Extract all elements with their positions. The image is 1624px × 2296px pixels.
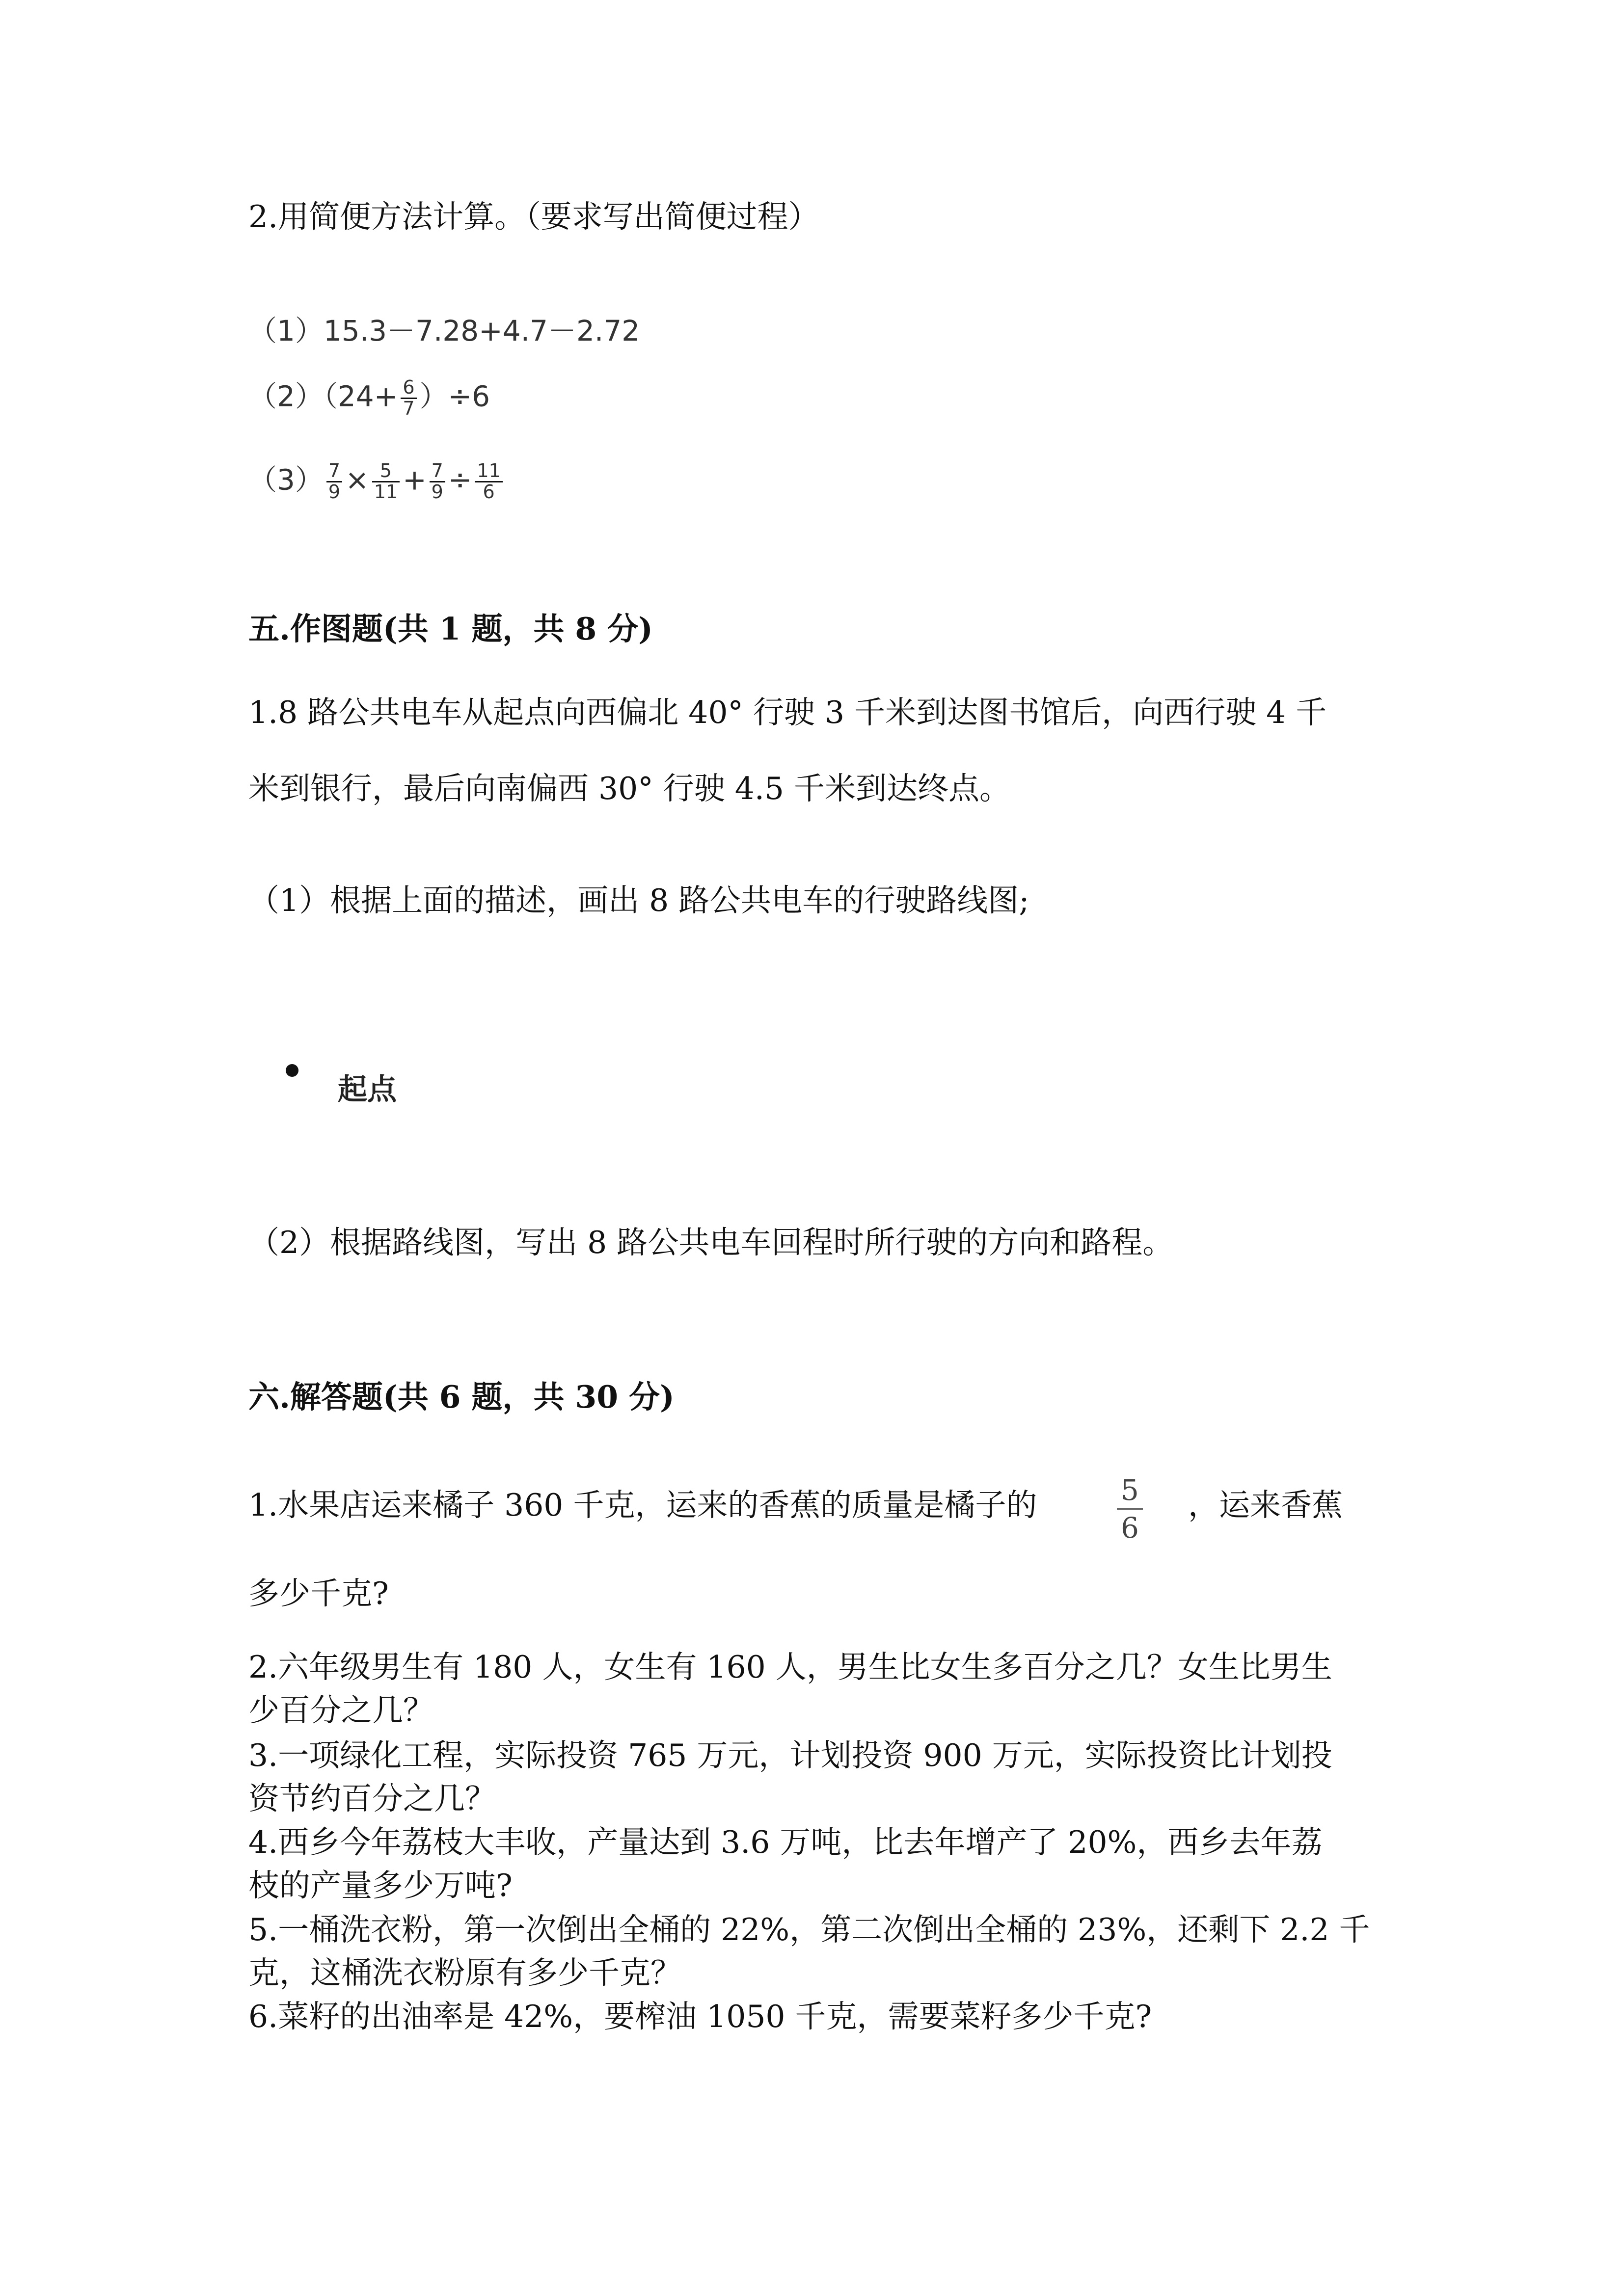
start-point-dot: [286, 1064, 298, 1077]
section-6-heading: 六.解答题(共 6 题，共 30 分): [248, 1379, 675, 1415]
fraction: $\frac{7}{9}$: [326, 461, 342, 502]
section-6-q1-part-a: 1.水果店运来橘子 360 千克，运来的香蕉的质量是橘子的: [248, 1487, 1037, 1523]
section-6-q1-part-c: 多少千克?: [248, 1575, 389, 1611]
start-point-label: 起点: [338, 1072, 397, 1107]
section-6-q4-line2: 枝的产量多少万吨?: [248, 1868, 513, 1903]
section-6-q2-line2: 少百分之几？: [248, 1692, 434, 1728]
calc-item-3: （3） $\frac{7}{9}$ × $\frac{5}{11}$ + $\frac{7}{9}$ ÷ $\frac{11}{6}$: [248, 461, 506, 502]
fraction: $\frac{5}{11}$: [372, 461, 400, 502]
section-6-q1-part-b: ，运来香蕉: [1188, 1487, 1343, 1523]
section-5-q1-line1: 1.8 路公共电车从起点向西偏北 40° 行驶 3 千米到达图书馆后，向西行驶 4 千: [248, 694, 1327, 730]
calc-item-2-suffix: ）÷6: [419, 379, 490, 413]
fraction: $\frac{6}{7}$: [401, 378, 416, 419]
section-6-q6: 6.菜籽的出油率是 42%，要榨油 1050 千克，需要菜籽多少千克?: [248, 1999, 1152, 2034]
calc-item-1: （1）15.3－7.28+4.7－2.72: [248, 314, 640, 347]
section-5-sub1: （1）根据上面的描述，画出 8 路公共电车的行驶路线图;: [248, 882, 1029, 918]
fraction: 5 6: [1117, 1475, 1143, 1544]
section-5-q1-line2: 米到银行，最后向南偏西 30° 行驶 4.5 千米到达终点。: [248, 771, 1010, 806]
section-6-q2-line1: 2.六年级男生有 180 人，女生有 160 人，男生比女生多百分之几？女生比男生: [248, 1649, 1332, 1685]
section-6-q5-line1: 5.一桶洗衣粉，第一次倒出全桶的 22%，第二次倒出全桶的 23%，还剩下 2.2 千: [248, 1912, 1370, 1948]
section-6-q4-line1: 4.西乡今年荔枝大丰收，产量达到 3.6 万吨，比去年增产了 20%，西乡去年荔: [248, 1824, 1323, 1860]
question-2-title: 2.用简便方法计算。（要求写出简便过程）: [248, 199, 819, 235]
section-5-heading: 五.作图题(共 1 题，共 8 分): [248, 611, 653, 647]
fraction: $\frac{11}{6}$: [475, 461, 502, 502]
section-6-q3-line1: 3.一项绿化工程，实际投资 765 万元，计划投资 900 万元，实际投资比计划投: [248, 1737, 1332, 1773]
fraction: $\frac{7}{9}$: [430, 461, 445, 502]
section-6-q5-line2: 克，这桶洗衣粉原有多少千克？: [248, 1955, 681, 1991]
section-6-q3-line2: 资节约百分之几？: [248, 1781, 496, 1816]
section-5-sub2: （2）根据路线图，写出 8 路公共电车回程时所行驶的方向和路程。: [248, 1225, 1174, 1260]
calc-item-2-prefix: （2）（24+: [248, 379, 398, 413]
calc-item-2: [248, 378, 490, 419]
